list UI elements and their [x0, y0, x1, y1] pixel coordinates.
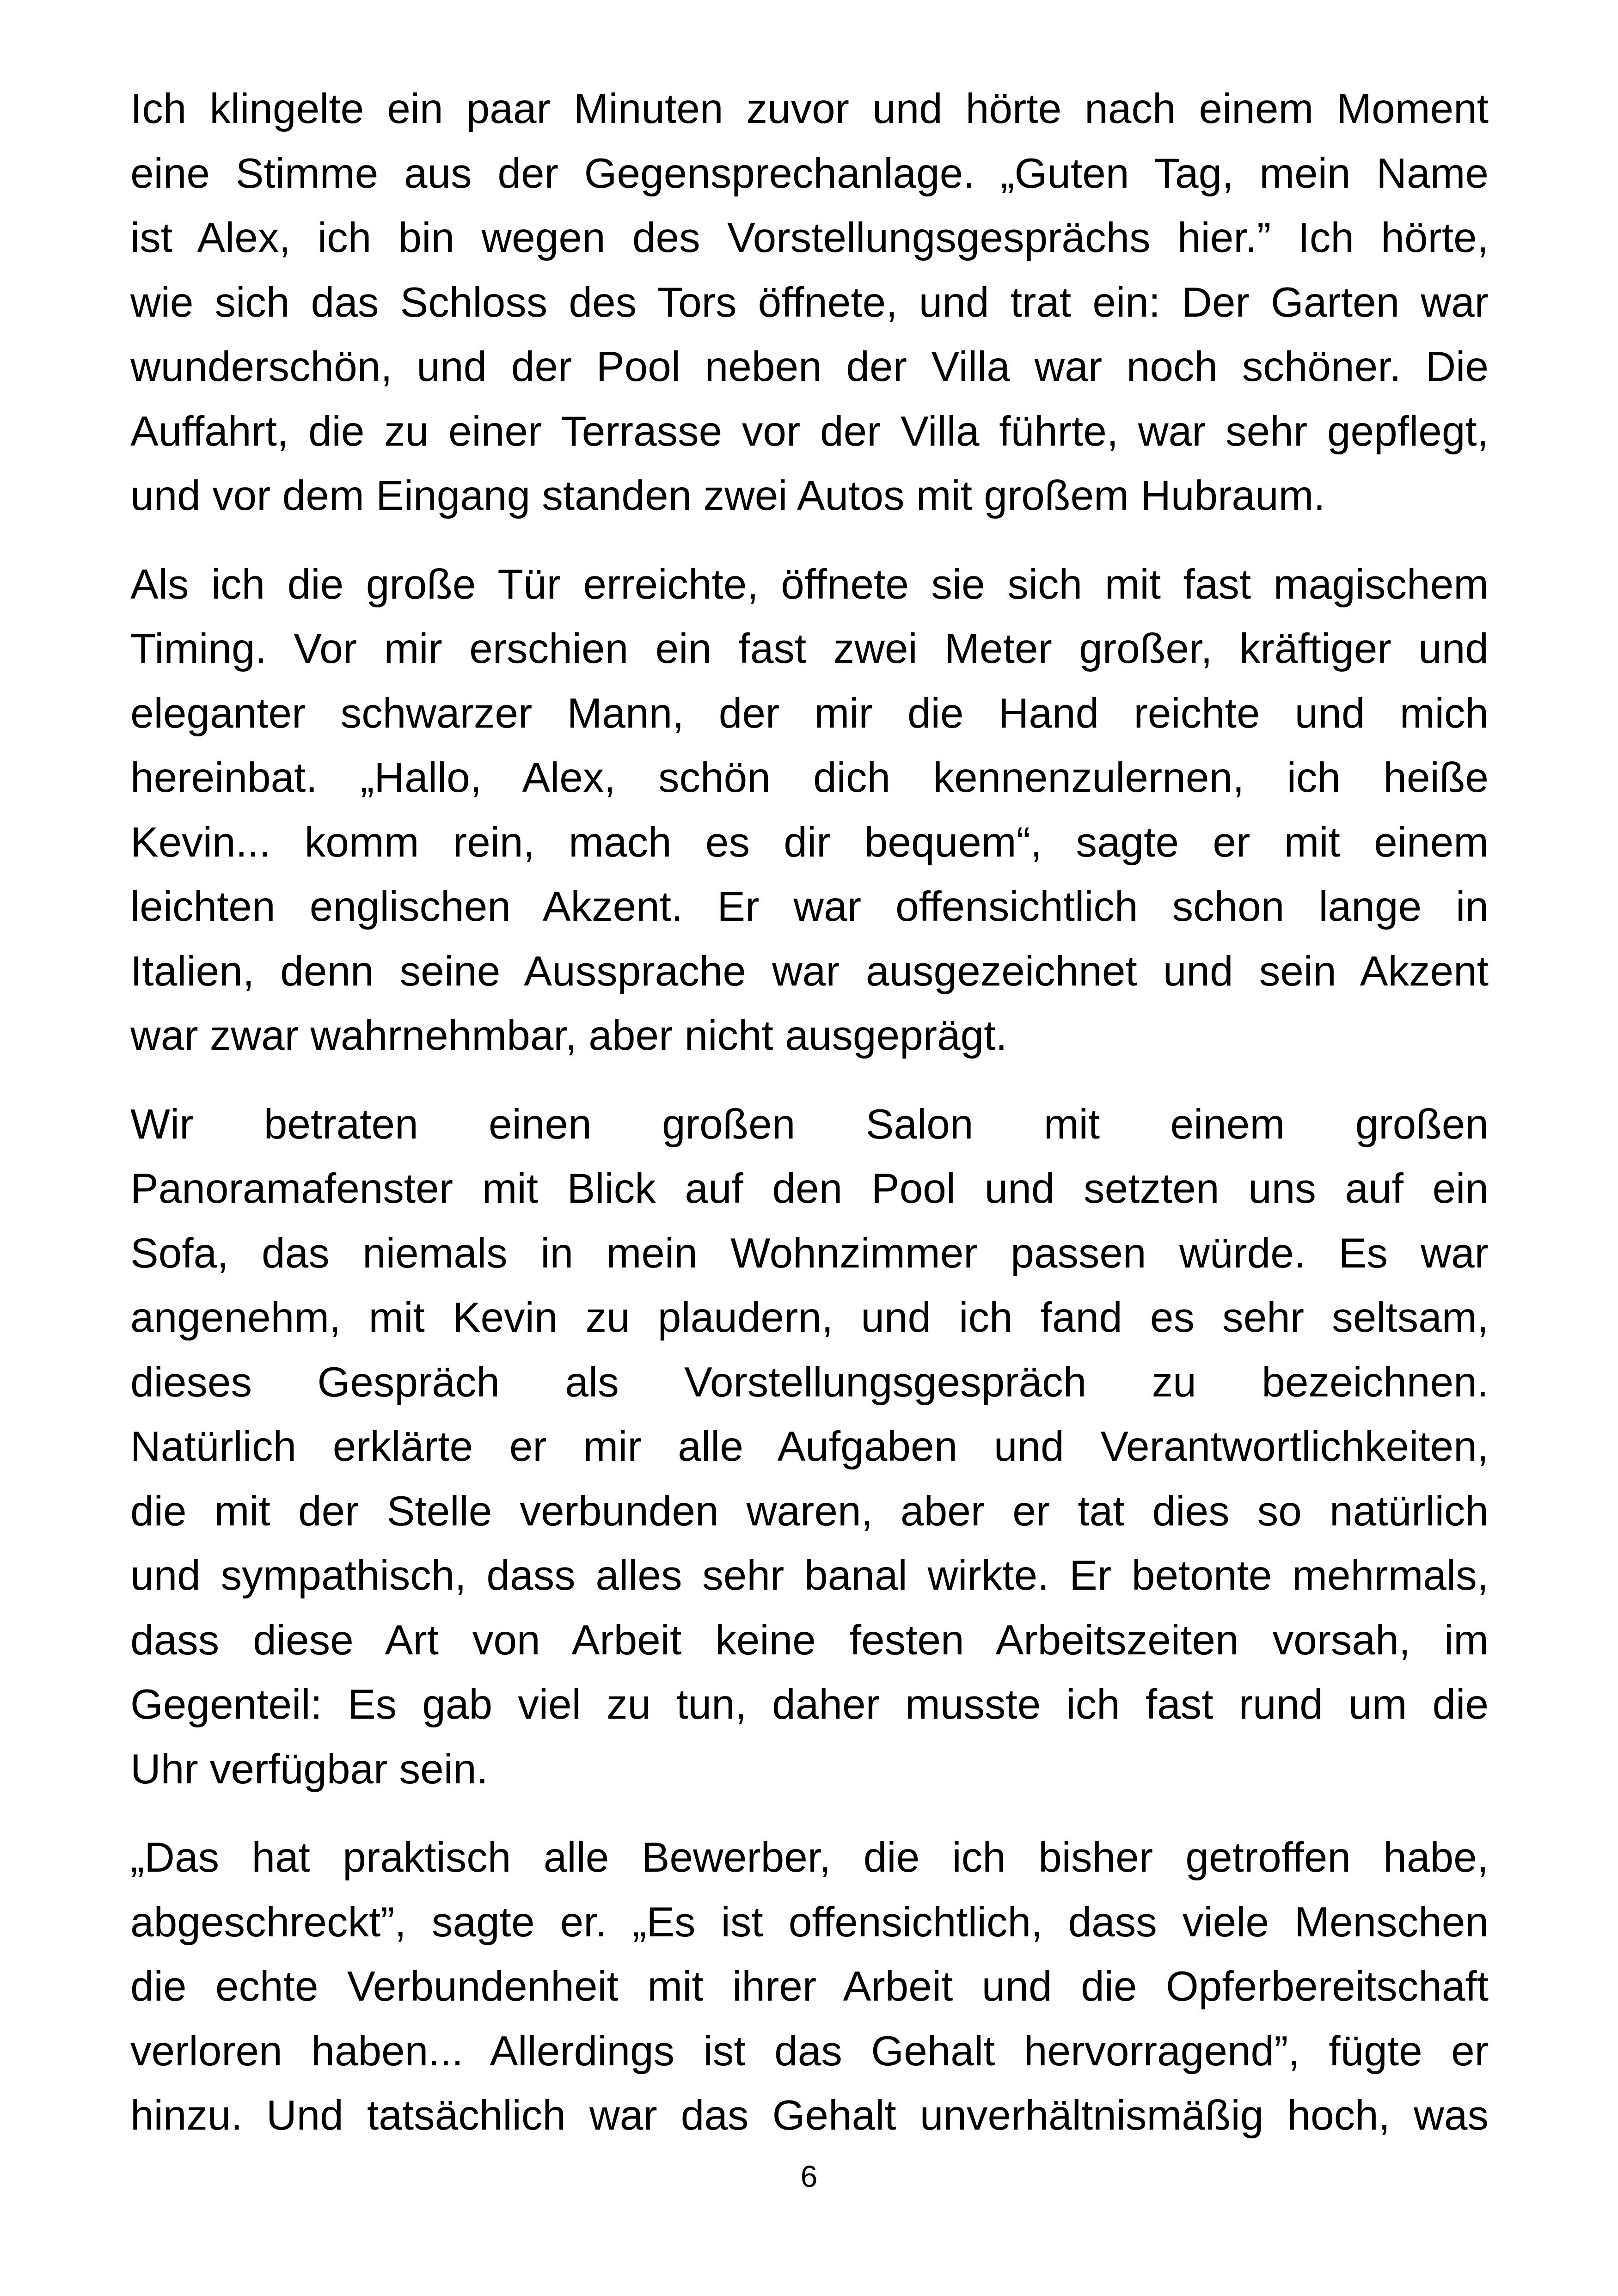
text-line: und sympathisch, dass alles sehr banal wirkte. Er betonte mehrmals,	[130, 1552, 1489, 1599]
text-line: verloren haben... Allerdings ist das Gehalt hervorragend”, fügte er	[130, 2027, 1489, 2075]
text-line: Uhr verfügbar sein.	[130, 1745, 488, 1793]
text-line: Gegenteil: Es gab viel zu tun, daher musste ich fast rund um die	[130, 1681, 1489, 1728]
text-line: Wir betraten einen großen Salon mit einem großen	[130, 1101, 1489, 1148]
text-line: hereinbat. „Hallo, Alex, schön dich kennenzulernen, ich heiße	[130, 754, 1489, 801]
text-body	[130, 77, 1489, 2172]
page-number: 6	[800, 2159, 818, 2193]
text-line: angenehm, mit Kevin zu plaudern, und ich fand es sehr seltsam,	[130, 1294, 1489, 1341]
text-line: Ich klingelte ein paar Minuten zuvor und hörte nach einem Moment	[130, 86, 1489, 132]
paragraph	[130, 1092, 1489, 1802]
text-line: ist Alex, ich bin wegen des Vorstellungsgesprächs hier.” Ich hörte,	[130, 214, 1489, 261]
text-line: und vor dem Eingang standen zwei Autos mit großem Hubraum.	[130, 472, 1325, 519]
text-line: Kevin... komm rein, mach es dir bequem“, sagte er mit einem	[130, 819, 1489, 866]
text-line: wunderschön, und der Pool neben der Villa war noch schöner. Die	[130, 343, 1489, 390]
text-line: die mit der Stelle verbunden waren, aber er tat dies so natürlich	[130, 1488, 1489, 1535]
text-line: „Das hat praktisch alle Bewerber, die ich bisher getroffen habe,	[130, 1834, 1489, 1881]
text-line: eleganter schwarzer Mann, der mir die Hand reichte und mich	[130, 690, 1489, 737]
text-line: Sofa, das niemals in mein Wohnzimmer passen würde. Es war	[130, 1230, 1489, 1277]
text-line: dass diese Art von Arbeit keine festen Arbeitszeiten vorsah, im	[130, 1616, 1489, 1664]
paragraph	[130, 1825, 1489, 2148]
text-line: Panoramafenster mit Blick auf den Pool und setzten uns auf ein	[130, 1165, 1489, 1212]
text-line: leichten englischen Akzent. Er war offensichtlich schon lange in	[130, 883, 1489, 930]
text-line: Timing. Vor mir erschien ein fast zwei Meter großer, kräftiger und	[130, 625, 1489, 672]
paragraph	[130, 77, 1489, 528]
text-line: Auffahrt, die zu einer Terrasse vor der Villa führte, war sehr gepflegt,	[130, 408, 1489, 455]
text-line: abgeschreckt”, sagte er. „Es ist offensichtlich, dass viele Menschen	[130, 1898, 1489, 1946]
text-line: die echte Verbundenheit mit ihrer Arbeit und die Opferbereitschaft	[130, 1963, 1489, 2010]
text-line: war zwar wahrnehmbar, aber nicht ausgeprägt.	[130, 1012, 1007, 1059]
text-line: eine Stimme aus der Gegensprechanlage. „Guten Tag, mein Name	[130, 150, 1489, 197]
text-line: dieses Gespräch als Vorstellungsgespräch zu bezeichnen.	[130, 1359, 1489, 1406]
paragraph	[130, 552, 1489, 1068]
text-line: wie sich das Schloss des Tors öffnete, und trat ein: Der Garten war	[130, 279, 1489, 326]
text-line: Natürlich erklärte er mir alle Aufgaben und Verantwortlichkeiten,	[130, 1423, 1489, 1470]
text-line: hinzu. Und tatsächlich war das Gehalt unverhältnismäßig hoch, was	[130, 2092, 1489, 2139]
text-line: Italien, denn seine Aussprache war ausgezeichnet und sein Akzent	[130, 948, 1489, 995]
text-line: Als ich die große Tür erreichte, öffnete sie sich mit fast magischem	[130, 561, 1489, 608]
